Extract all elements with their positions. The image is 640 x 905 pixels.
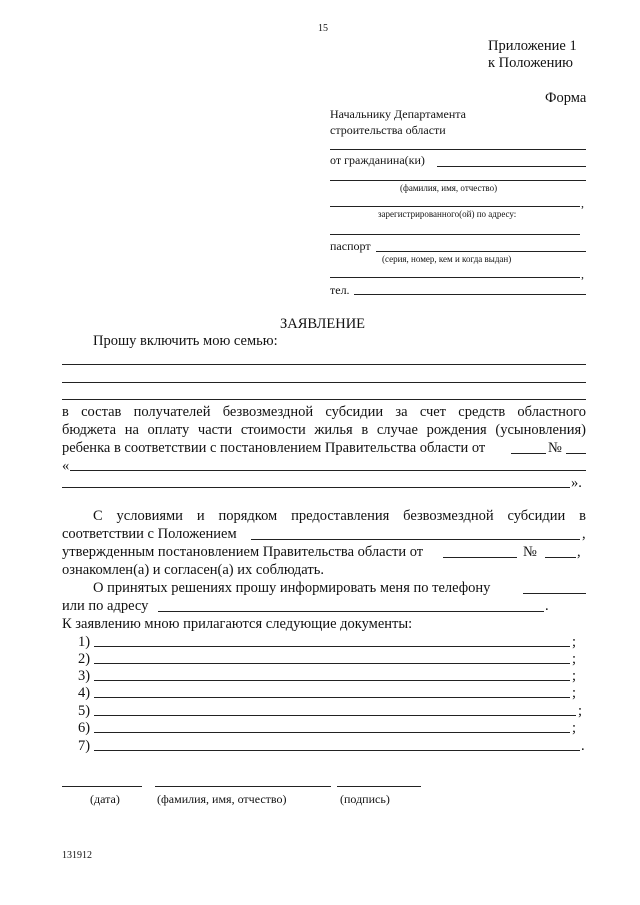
date-line	[62, 786, 142, 787]
document-title: ЗАЯВЛЕНИЕ	[280, 316, 366, 332]
family-line-2	[62, 382, 586, 383]
address-line	[330, 206, 580, 207]
attachment-line	[94, 680, 570, 681]
citizen-name-line-2	[330, 180, 586, 181]
attachment-ending: .	[581, 738, 585, 754]
para1-line3: ребенка в соответствии с постановлением Правительства области от	[62, 440, 486, 456]
para1-line1: в состав получателей безвозмездной субсидии за счет средств областного	[62, 404, 586, 420]
page-number: 15	[318, 23, 328, 34]
para2-line4: ознакомлен(а) и согласен(а) их соблюдать.	[62, 562, 324, 578]
regulation-label: к Положению	[488, 55, 573, 71]
from-citizen-label: от гражданина(ки)	[330, 153, 425, 167]
attachment-ending: ;	[572, 651, 577, 667]
fio-signature-hint: (фамилия, имя, отчество)	[157, 792, 287, 806]
inform-address-line	[158, 611, 544, 612]
resolution-name-line-1	[70, 470, 586, 471]
para2-line3: утвержденным постановлением Правительства области от	[62, 544, 424, 560]
attachment-number: 5)	[78, 703, 91, 719]
phone-label: тел.	[330, 283, 350, 297]
citizen-name-line	[437, 166, 586, 167]
attachment-number: 6)	[78, 720, 91, 736]
number-sign: №	[548, 440, 562, 456]
addressee-blank-line	[330, 149, 586, 150]
inform-period: .	[545, 598, 549, 614]
attachment-ending: ;	[572, 685, 577, 701]
phone-line	[354, 294, 586, 295]
passport-line	[376, 251, 586, 252]
passport-comma: ,	[581, 267, 584, 281]
resolution-name-line-2	[62, 487, 570, 488]
attachment-line	[94, 715, 576, 716]
para1-line2: бюджета на оплату части стоимости жилья в случае рождения (усыновления)	[62, 422, 586, 438]
request-text: Прошу включить мою семью:	[93, 333, 278, 349]
family-line-1	[62, 364, 586, 365]
address-line-2	[330, 234, 580, 235]
attachments-intro: К заявлению мною прилагаются следующие документы:	[62, 616, 413, 632]
inform-line2: или по адресу	[62, 598, 149, 614]
attachment-number: 2)	[78, 651, 91, 667]
signature-hint: (подпись)	[340, 792, 390, 806]
registered-hint: зарегистрированного(ой) по адресу:	[378, 209, 517, 219]
para2-line1: С условиями и порядком предоставления безвозмездной субсидии в	[93, 508, 586, 524]
attachment-ending: ;	[572, 668, 577, 684]
regulation-line	[251, 539, 580, 540]
quote-close: ».	[571, 475, 582, 491]
form-label: Форма	[545, 90, 587, 106]
signature-line	[337, 786, 421, 787]
date-hint: (дата)	[90, 792, 120, 806]
inform-line1: О принятых решениях прошу информировать меня по телефону	[93, 580, 491, 596]
address-comma: ,	[581, 196, 584, 210]
quote-open: «	[62, 458, 70, 474]
approval-date-line	[443, 557, 517, 558]
approval-comma: ,	[577, 544, 581, 560]
attachment-number: 1)	[78, 634, 91, 650]
attachment-line	[94, 646, 570, 647]
attachment-line	[94, 750, 580, 751]
attachment-line	[94, 697, 570, 698]
attachment-ending: ;	[572, 634, 577, 650]
resolution-number-line	[566, 453, 586, 454]
attachment-line	[94, 663, 570, 664]
attachment-line	[94, 732, 570, 733]
addressee-line2: строительства области	[330, 123, 446, 137]
appendix-label: Приложение 1	[488, 38, 577, 54]
passport-label: паспорт	[330, 239, 371, 253]
attachment-ending: ;	[572, 720, 577, 736]
fio-line	[155, 786, 331, 787]
approval-number-sign: №	[523, 544, 537, 560]
para2-line2: соответствии с Положением	[62, 526, 237, 542]
footer-code: 131912	[62, 850, 92, 861]
inform-phone-line	[523, 593, 586, 594]
resolution-date-line	[511, 453, 546, 454]
regulation-comma: ,	[582, 526, 586, 542]
fio-hint: (фамилия, имя, отчество)	[400, 183, 498, 193]
attachment-number: 3)	[78, 668, 91, 684]
attachment-number: 7)	[78, 738, 91, 754]
passport-hint: (серия, номер, кем и когда выдан)	[382, 254, 512, 264]
passport-line-2	[330, 277, 580, 278]
addressee-line1: Начальнику Департамента	[330, 107, 466, 121]
approval-number-line	[545, 557, 576, 558]
family-line-3	[62, 399, 586, 400]
attachment-ending: ;	[578, 703, 583, 719]
attachment-number: 4)	[78, 685, 91, 701]
